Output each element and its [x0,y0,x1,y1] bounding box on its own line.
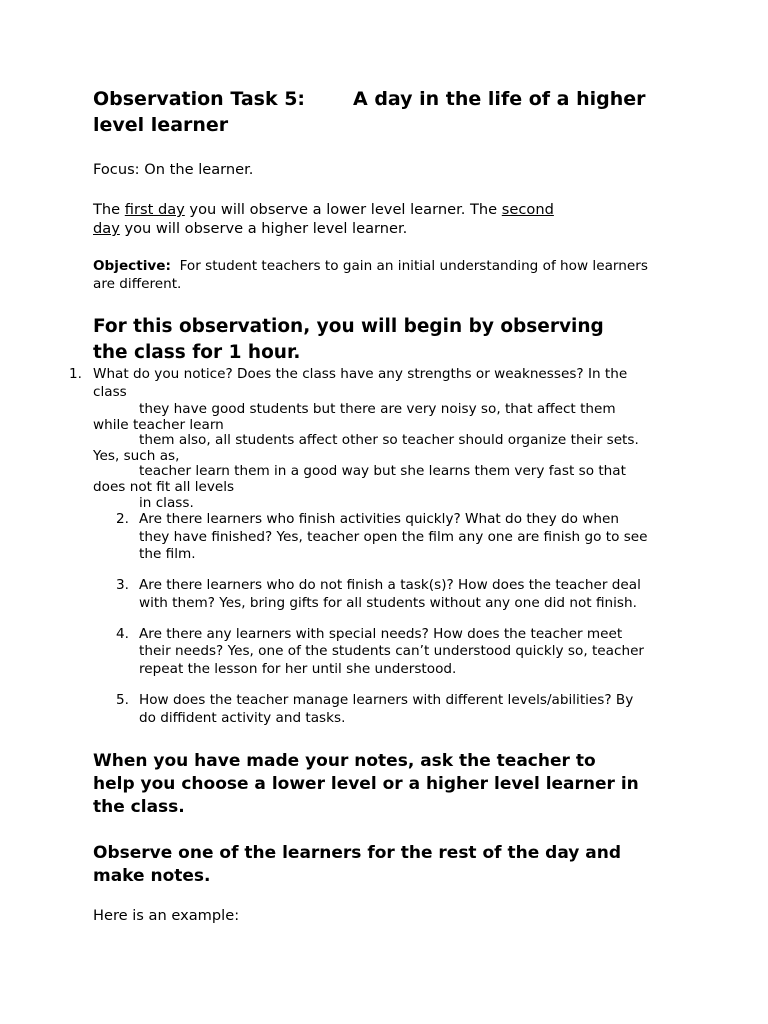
intro-paragraph-line2 [93,219,407,239]
q1-line: them also, all students affect other so teacher should organize their sets. [139,432,639,448]
q1-line: in class. [139,495,194,511]
focus-line: Focus: On the learner. [93,161,254,178]
title-subject: A day in the life of a higher [353,88,646,110]
q5-line: do diffident activity and tasks. [139,710,346,726]
heading-ask-teacher-line1: When you have made your notes, ask the teacher to [93,751,596,771]
page-title [93,86,305,112]
heading-observe-line1: Observe one of the learners for the rest of the day and [93,843,622,863]
q2-number: 2. [116,511,129,527]
q4-number: 4. [116,626,129,642]
objective-line1 [93,258,648,276]
q1-line: does not fit all levels [93,479,235,495]
heading-ask-teacher-line3: the class. [93,797,185,817]
heading-observe-line2: make notes. [93,866,211,886]
q3-number: 3. [116,577,129,593]
title-continuation: level learner [93,114,229,136]
objective-text: For student teachers to gain an initial understanding of how learners [179,258,648,274]
q1-line: What do you notice? Does the class have any strengths or weaknesses? In the [93,366,628,382]
title-task-label: Observation Task 5: [93,88,306,110]
q1-line: Yes, such as, [93,448,180,464]
q5-line: How does the teacher manage learners with different levels/abilities? By [139,692,634,708]
q1-line: teacher learn them in a good way but she learns them very fast so that [139,463,626,479]
heading-observation-line1: For this observation, you will begin by observing [93,316,604,337]
objective-label: Objective: [93,258,171,274]
q5-number: 5. [116,692,129,708]
example-label: Here is an example: [93,907,240,924]
q3-line: Are there learners who do not finish a task(s)? How does the teacher deal [139,577,641,593]
intro-paragraph [93,200,554,220]
heading-ask-teacher-line2: help you choose a lower level or a higher level learner in [93,774,639,794]
second-underlined: second [501,201,554,218]
q4-line: their needs? Yes, one of the students can’t understood quickly so, teacher [139,643,645,659]
q1-number: 1. [69,366,82,382]
q2-line: Are there learners who finish activities quickly? What do they do when [139,511,619,527]
q3-line: with them? Yes, bring gifts for all students without any one did not finish. [139,595,637,611]
intro-text-3: you will observe a higher level learner. [119,220,408,237]
first-day-underlined: first day [124,201,185,218]
q1-line: while teacher learn [93,417,224,433]
q4-line: repeat the lesson for her until she understood. [139,661,457,677]
q1-line: they have good students but there are very noisy so, that affect them [139,401,616,417]
q4-line: Are there any learners with special needs? How does the teacher meet [139,626,623,642]
intro-text-1: The [93,201,125,218]
objective-line2: are different. [93,276,182,292]
day-underlined: day [93,220,120,237]
intro-text-2: you will observe a lower level learner. The [184,201,502,218]
q2-line: the film. [139,546,196,562]
q2-line: they have finished? Yes, teacher open the film any one are finish go to see [139,529,648,545]
q1-line: class [93,384,127,400]
heading-observation-line2: the class for 1 hour. [93,342,301,363]
